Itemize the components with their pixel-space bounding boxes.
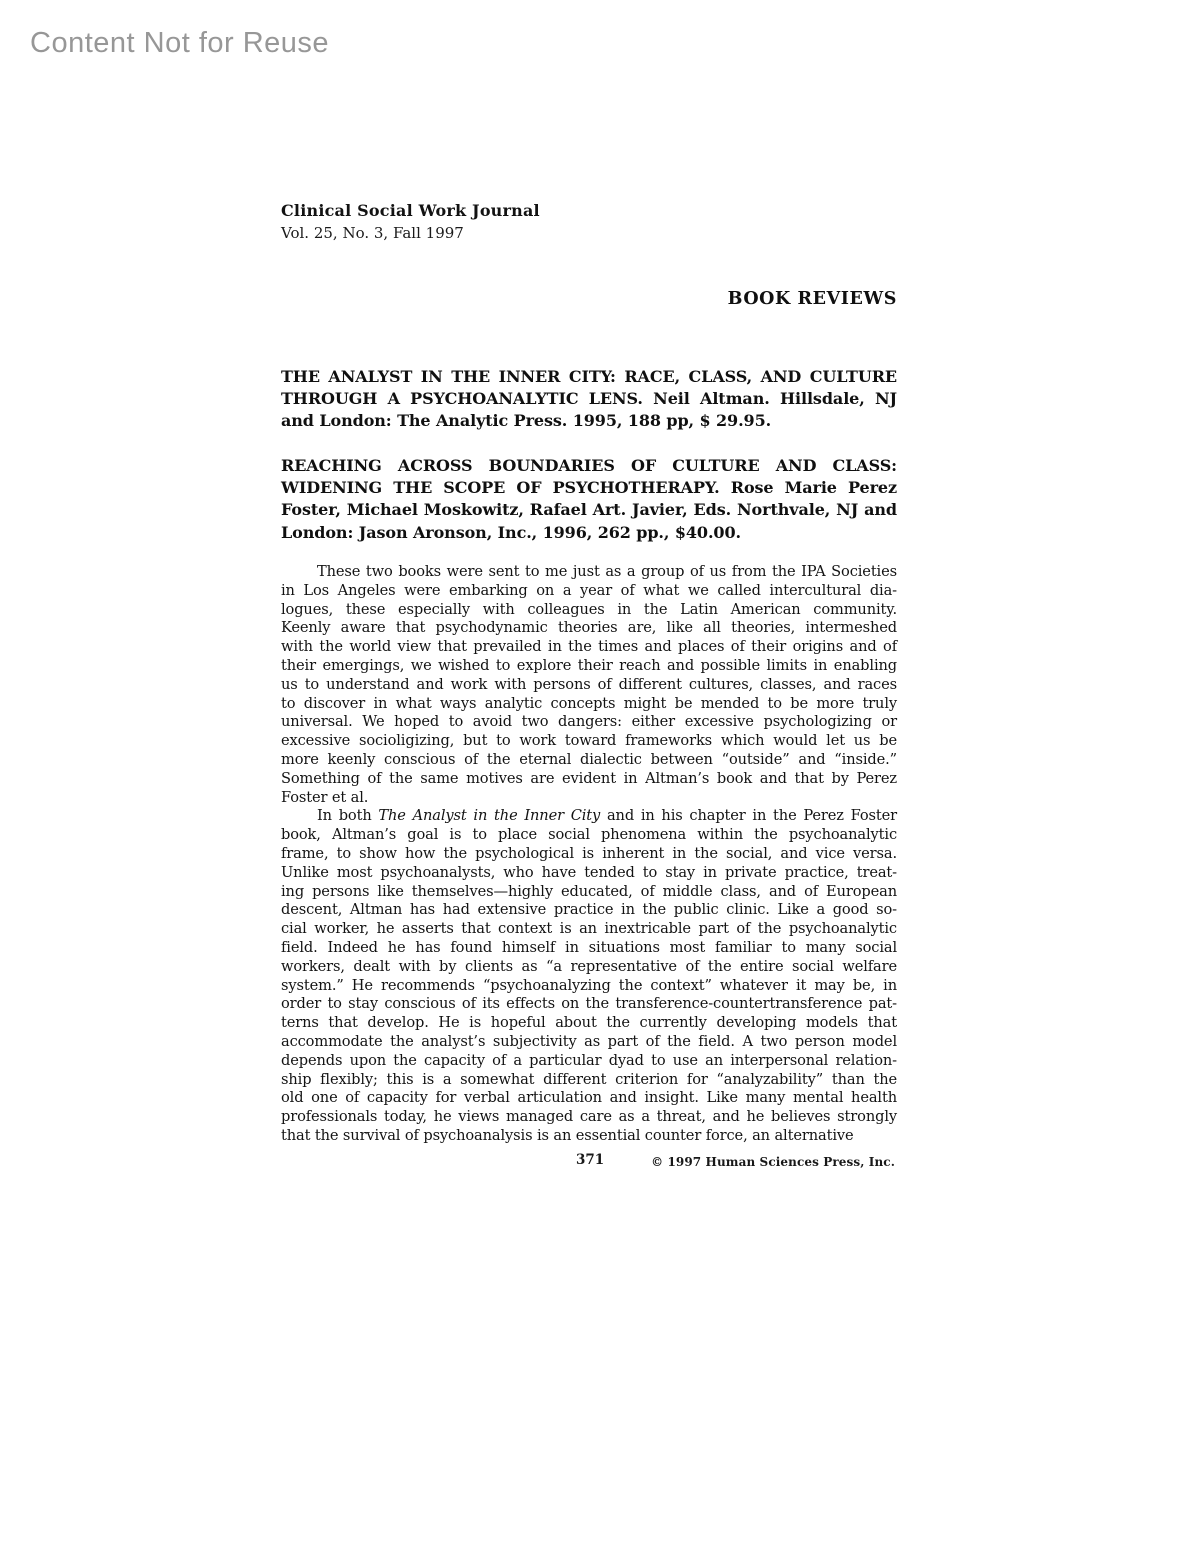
text-line: field. Indeed he has found himself in situations most familiar to many social: [281, 938, 897, 956]
text-line: Unlike most psychoanalysts, who have tended to stay in private practice, treat-: [281, 863, 897, 881]
text-line: system.” He recommends “psychoanalyzing the context” whatever it may be, in: [281, 976, 897, 994]
text-line: cial worker, he asserts that context is an inextricable part of the psychoanalytic: [281, 920, 897, 938]
copyright-notice: © 1997 Human Sciences Press, Inc.: [651, 1155, 895, 1169]
text-line: book, Altman’s goal is to place social phenomena within the psychoanalytic: [281, 826, 897, 844]
text-line: logues, these especially with colleagues in the Latin American community.: [281, 600, 897, 618]
text-line: REACHING ACROSS BOUNDARIES OF CULTURE AND CLASS:: [281, 456, 897, 475]
text-line: WIDENING THE SCOPE OF PSYCHOTHERAPY. Rose Marie Perez: [281, 478, 897, 498]
text-line: Foster, Michael Moskowitz, Rafael Art. Javier, Eds. Northvale, NJ and: [281, 500, 897, 520]
book-citation-2: [281, 455, 897, 544]
text-line: more keenly conscious of the eternal dialectic between “outside” and “inside.”: [281, 750, 897, 768]
section-heading-book-reviews: BOOK REVIEWS: [727, 289, 897, 309]
text-line: Something of the same motives are evident in Altman’s book and that by Perez: [281, 769, 897, 787]
text-line: universal. We hoped to avoid two dangers: either excessive psychologizing or: [281, 713, 897, 731]
text-line: accommodate the analyst’s subjectivity as part of the field. A two person model: [281, 1032, 897, 1050]
text-line: that the survival of psychoanalysis is an essential counter force, an alternative: [281, 1126, 854, 1144]
scanned-page-column: [281, 0, 897, 1553]
page-number: 371: [576, 1152, 605, 1168]
text-line: us to understand and work with persons of different cultures, classes, and races: [281, 675, 897, 693]
journal-header: [281, 201, 897, 242]
watermark-text: Content Not for Reuse: [30, 27, 330, 59]
journal-issue-line: Vol. 25, No. 3, Fall 1997: [281, 224, 464, 242]
text-line: excessive socioligizing, but to work toward frameworks which would let us be: [281, 732, 897, 750]
book-citation-1: [281, 366, 897, 433]
text-line: in Los Angeles were embarking on a year of what we called intercultural dia-: [281, 581, 897, 599]
text-segment: In both: [317, 807, 379, 825]
text-line: These two books were sent to me just as a group of us from the IPA Societies: [317, 563, 897, 580]
text-segment: and in his chapter in the Perez Foster: [600, 807, 897, 825]
italic-book-title: The Analyst in the Inner City: [378, 807, 601, 825]
text-line: with the world view that prevailed in the times and places of their origins and of: [281, 638, 897, 656]
journal-title: Clinical Social Work Journal: [281, 201, 540, 220]
paragraph-2: [281, 807, 897, 1145]
text-line: order to stay conscious of its effects on the transference-countertransference pat-: [281, 995, 897, 1013]
text-line: ing persons like themselves—highly educated, of middle class, and of European: [281, 882, 897, 900]
text-line: [281, 807, 897, 826]
text-line: Foster et al.: [281, 788, 369, 806]
text-line: frame, to show how the psychological is inherent in the social, and vice versa.: [281, 844, 897, 862]
text-line: their emergings, we wished to explore their reach and possible limits in enabling: [281, 656, 897, 674]
text-line: terns that develop. He is hopeful about the currently developing models that: [281, 1014, 897, 1032]
text-line: old one of capacity for verbal articulation and insight. Like many mental health: [281, 1089, 897, 1107]
text-line: depends upon the capacity of a particular dyad to use an interpersonal relation-: [281, 1051, 897, 1069]
text-line: THROUGH A PSYCHOANALYTIC LENS. Neil Altman. Hillsdale, NJ: [281, 389, 897, 409]
review-body-text: [281, 563, 897, 1146]
paragraph-1: [281, 563, 897, 807]
text-line: to discover in what ways analytic concepts might be mended to be more truly: [281, 694, 897, 712]
text-line: descent, Altman has had extensive practice in the public clinic. Like a good so-: [281, 901, 897, 919]
page-footer: [281, 1152, 897, 1172]
text-line: workers, dealt with by clients as “a representative of the entire social welfare: [281, 957, 897, 975]
text-line: THE ANALYST IN THE INNER CITY: RACE, CLASS, AND CULTURE: [281, 367, 897, 386]
text-line: London: Jason Aronson, Inc., 1996, 262 pp., $40.00.: [281, 522, 741, 542]
text-line: and London: The Analytic Press. 1995, 188 pp, $ 29.95.: [281, 411, 772, 431]
text-line: ship flexibly; this is a somewhat different criterion for “analyzability” than the: [281, 1070, 897, 1088]
text-line: Keenly aware that psychodynamic theories are, like all theories, intermeshed: [281, 619, 897, 637]
text-line: professionals today, he views managed care as a threat, and he believes strongly: [281, 1108, 897, 1126]
